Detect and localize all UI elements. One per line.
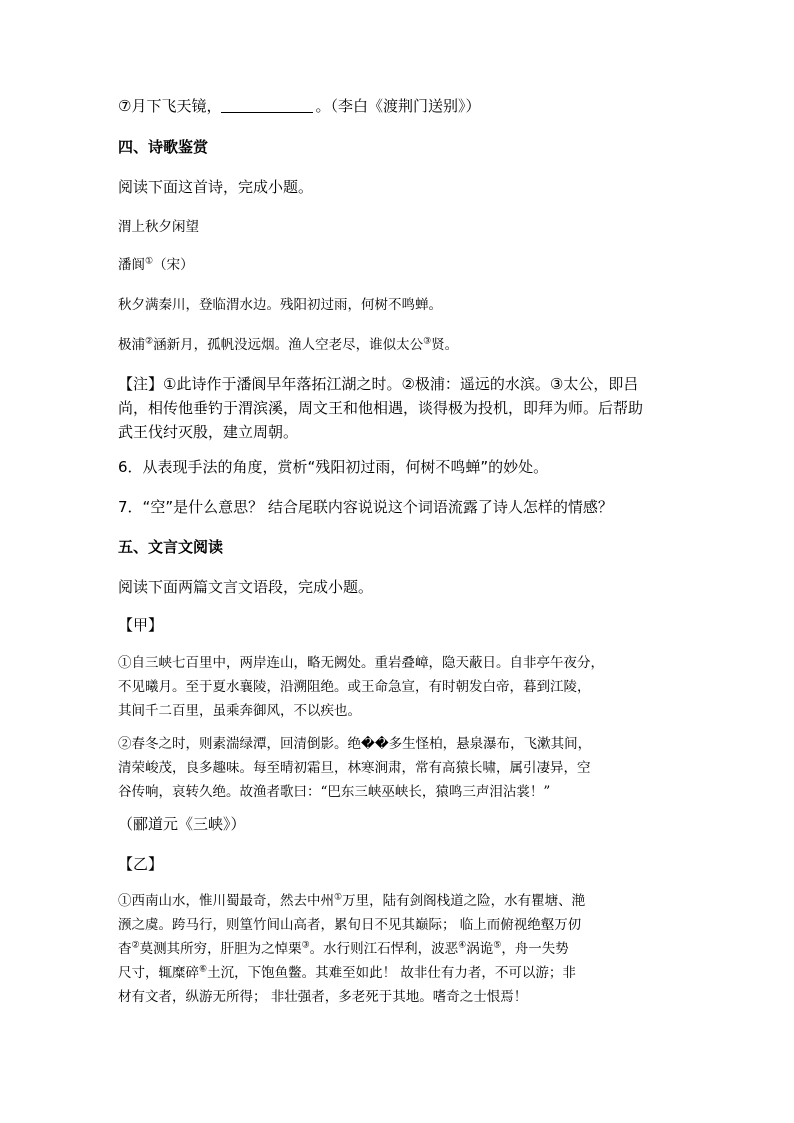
passage-line: 其间千二百里，虽乘奔御风，不以疾也。	[118, 703, 361, 719]
footnote-marker: ①	[145, 256, 154, 267]
passage-line: ①自三峡七百里中，两岸连山，略无阙处。重岩叠嶂，隐天蔽日。自非亭午夜分，	[118, 655, 604, 671]
passage-text: ，舟一失势	[501, 941, 569, 957]
item-7-prefix: ⑦月下飞天镜，	[118, 97, 222, 115]
poem-text: 极浦	[118, 337, 145, 353]
footnote-marker: ④	[458, 940, 467, 951]
footnote-marker: ③	[301, 940, 310, 951]
passage-text: 土沉，下饱鱼鳖。其难至如此！ 故非仕有力者，不可以游；非	[207, 965, 576, 981]
passage-line: 清荣峻茂，良多趣味。每至晴初霜旦，林寒涧肃，常有高猿长啸，属引凄异，空	[118, 760, 591, 776]
poem-author	[118, 253, 678, 277]
note-line: 【注】①此诗作于潘阆早年落拓江湖之时。②极浦：遥远的水滨。③太公，即吕	[118, 375, 639, 393]
fill-in-item-7	[118, 94, 678, 118]
poem-title: 渭上秋夕闲望	[118, 219, 199, 235]
passage-line: 谷传响，哀转久绝。故渔者歌曰：“巴东三峡巫峡长，猿鸣三声泪沾裳！”	[118, 784, 551, 800]
passage-jia-paragraph-1	[118, 651, 678, 723]
poem-line-1: 秋夕满秦川，登临渭水边。残阳初过雨，何树不鸣蝉。	[118, 297, 442, 313]
footnote-marker: ②	[145, 336, 154, 347]
passage-line: ②春冬之时，则素湍绿潭，回清倒影。绝��多生怪柏，悬泉瀑布，飞漱其间，	[118, 736, 592, 752]
note-line: 尚，相传他垂钓于渭滨溪，周文王和他相遇，谈得极为投机，即拜为师。后帮助	[118, 399, 644, 417]
passage-line: 不见曦月。至于夏水襄陵，沿溯阻绝。或王命急宣，有时朝发白帝，暮到江陵，	[118, 679, 591, 695]
passage-yi-label: 【乙】	[118, 855, 164, 873]
footnote-marker: ①	[334, 892, 343, 903]
passage-jia-label: 【甲】	[118, 616, 164, 634]
section-5-heading: 五、文言文阅读	[118, 538, 224, 556]
author-name: 潘阆	[118, 257, 145, 273]
answer-blank[interactable]	[221, 98, 313, 113]
passage-jia-source: （郦道元《三峡》）	[118, 815, 246, 833]
passage-yi-paragraph	[118, 889, 678, 1009]
poem-line-2	[118, 333, 678, 357]
passage-line	[118, 961, 678, 985]
footnote-marker: ⑥	[199, 964, 208, 975]
passage-text: 。水行则江石悍利，波恶	[309, 941, 459, 957]
passage-text: 莫测其所穷，肝胆为之悼栗	[139, 941, 302, 957]
passage-text: 尺寸，辄糜碎	[118, 965, 199, 981]
passage-line	[118, 937, 678, 961]
footnote-marker: ⑤	[493, 940, 502, 951]
poem-text: 涵新月，孤帆没远烟。渔人空老尽，谁似太公	[153, 337, 424, 353]
passage-line	[118, 889, 678, 913]
passage-text: 万里，陆有剑阁栈道之险，水有瞿塘、滟	[342, 893, 586, 909]
author-dynasty: （宋）	[153, 257, 194, 273]
footnote-marker: ③	[423, 336, 432, 347]
note-line: 武王伐纣灭殷，建立周朝。	[118, 423, 299, 441]
passage-line: 材有文者，纵游无所得； 非壮强者，多老死于其地。嗜奇之士恨焉！	[118, 989, 528, 1005]
passage-text: 杳	[118, 941, 132, 957]
section-5-instruction: 阅读下面两篇文言文语段，完成小题。	[118, 578, 374, 596]
section-4-instruction: 阅读下面这首诗，完成小题。	[118, 178, 314, 196]
passage-text: ①西南山水，惟川蜀最奇，然去中州	[118, 893, 334, 909]
item-7-suffix: 。（李白《渡荆门送别》）	[315, 97, 481, 115]
poem-notes	[118, 372, 678, 444]
question-7: 7．“空”是什么意思？ 结合尾联内容说说这个词语流露了诗人怎样的情感？	[118, 498, 613, 516]
passage-line: 滪之虞。跨马行，则篁竹间山高者，累旬日不见其巅际； 临上而俯视绝壑万仞	[118, 917, 582, 933]
footnote-marker: ②	[131, 940, 140, 951]
section-4-heading: 四、诗歌鉴赏	[118, 138, 209, 156]
passage-jia-paragraph-2	[118, 732, 678, 804]
question-6: 6．从表现手法的角度，赏析“残阳初过雨，何树不鸣蝉”的妙处。	[118, 458, 549, 476]
poem-text: 贤。	[431, 337, 459, 353]
passage-text: 涡诡	[466, 941, 494, 957]
